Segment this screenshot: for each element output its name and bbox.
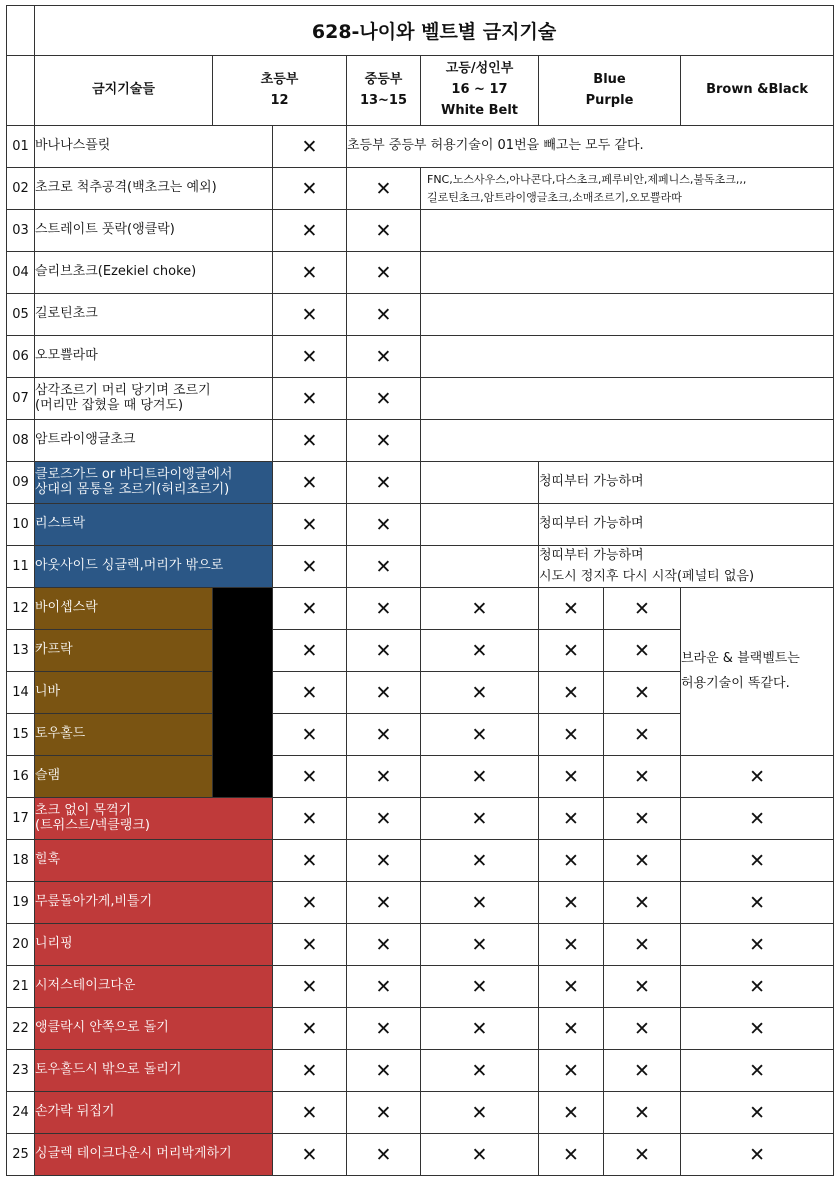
table-row [7,126,834,168]
note-row02 [421,168,834,210]
banned-mark: ✕ [604,1092,681,1134]
banned-mark: ✕ [273,924,347,966]
technique-name [35,378,273,420]
text-line: 리스트락 [35,516,86,532]
table-row [7,1008,834,1050]
banned-mark: ✕ [273,294,347,336]
banned-mark: ✕ [273,588,347,630]
banned-mark: ✕ [347,1008,421,1050]
banned-mark: ✕ [273,756,347,798]
row-number: 13 [7,630,35,672]
banned-mark: ✕ [273,672,347,714]
technique-name [35,1050,273,1092]
table-row [7,966,834,1008]
note-brown-black [681,588,834,756]
table-row [7,1134,834,1176]
banned-mark: ✕ [273,630,347,672]
technique-name [35,756,213,798]
banned-mark: ✕ [421,630,539,672]
row-number: 25 [7,1134,35,1176]
empty-cell [421,546,539,588]
banned-mark: ✕ [347,546,421,588]
technique-name [35,714,213,756]
text-line: 니리핑 [35,936,73,952]
text-line: 브라운 & 블랙벨트는 [681,650,800,666]
text-line: 니바 [35,684,61,700]
banned-mark: ✕ [347,1050,421,1092]
title-corner-cell [7,6,35,56]
table-row [7,504,834,546]
banned-mark: ✕ [273,1134,347,1176]
banned-mark: ✕ [604,1008,681,1050]
banned-mark: ✕ [421,798,539,840]
header-high-age: 16 ~ 17 [451,82,508,98]
table-row [7,882,834,924]
table-row [7,210,834,252]
banned-mark: ✕ [273,462,347,504]
header-high-adult [421,56,539,126]
header-middle [347,56,421,126]
banned-mark: ✕ [273,714,347,756]
header-brown-black: Brown &Black [681,56,834,126]
technique-name [35,1092,273,1134]
text-line: 슬리브초크(Ezekiel choke) [35,264,197,280]
row-number: 01 [7,126,35,168]
header-purple-label: Purple [585,92,634,108]
row-number: 05 [7,294,35,336]
banned-mark: ✕ [421,1050,539,1092]
table-row [7,168,834,210]
row-number: 19 [7,882,35,924]
row-number: 02 [7,168,35,210]
banned-mark: ✕ [421,840,539,882]
banned-mark: ✕ [273,966,347,1008]
banned-mark: ✕ [681,1008,834,1050]
text-line: 무릎돌아가게,비틀기 [35,894,153,910]
banned-mark: ✕ [347,840,421,882]
banned-mark: ✕ [421,1134,539,1176]
banned-mark: ✕ [539,1134,604,1176]
banned-mark: ✕ [421,672,539,714]
table-row [7,798,834,840]
banned-mark: ✕ [421,756,539,798]
banned-mark: ✕ [681,924,834,966]
table-row [7,420,834,462]
banned-mark: ✕ [539,1092,604,1134]
banned-mark: ✕ [539,756,604,798]
banned-mark: ✕ [681,882,834,924]
header-high-belt: White Belt [440,102,518,118]
text-line: 초크 없이 목꺽기 [35,802,132,818]
note-row11 [539,546,834,588]
text-line: 앵클락시 안쪽으로 돌기 [35,1020,169,1036]
text-line: 바나나스플릿 [35,138,111,154]
technique-name [35,546,273,588]
row-number: 16 [7,756,35,798]
technique-name [35,462,273,504]
banned-mark: ✕ [347,756,421,798]
banned-mark: ✕ [604,588,681,630]
banned-mark: ✕ [347,630,421,672]
banned-mark: ✕ [681,1050,834,1092]
text-line: 청띠부터 가능하며 [539,548,644,564]
banned-mark: ✕ [421,882,539,924]
text-line: 싱글렉 테이크다운시 머리박게하기 [35,1146,232,1162]
technique-name [35,252,273,294]
row-number: 08 [7,420,35,462]
banned-mark: ✕ [347,294,421,336]
table-row [7,588,834,630]
row-number: 04 [7,252,35,294]
technique-name [35,168,273,210]
banned-mark: ✕ [421,924,539,966]
text-line: FNC,노스사우스,아나콘다,다스초크,페루비안,제페니스,불독초크,,, [427,172,747,186]
row-number: 03 [7,210,35,252]
technique-name [35,798,273,840]
text-line: 클로즈가드 or 바디트라이앵글에서 [35,466,233,482]
banned-mark: ✕ [273,1092,347,1134]
banned-mark: ✕ [273,1050,347,1092]
banned-mark: ✕ [347,798,421,840]
banned-mark: ✕ [539,798,604,840]
banned-mark: ✕ [681,798,834,840]
text-line: 토우홀드 [35,726,86,742]
banned-mark: ✕ [347,966,421,1008]
technique-name [35,924,273,966]
text-line: 바이셉스락 [35,600,98,616]
banned-mark: ✕ [347,924,421,966]
row-number: 11 [7,546,35,588]
banned-mark: ✕ [273,336,347,378]
row-number: 23 [7,1050,35,1092]
row-number: 06 [7,336,35,378]
technique-name [35,1008,273,1050]
table-row [7,378,834,420]
banned-mark: ✕ [604,840,681,882]
text-line: 길로틴초크 [35,306,98,322]
banned-mark: ✕ [347,588,421,630]
banned-mark: ✕ [273,168,347,210]
row-number: 24 [7,1092,35,1134]
row-number: 21 [7,966,35,1008]
banned-mark: ✕ [604,798,681,840]
banned-mark: ✕ [539,672,604,714]
header-middle-age: 13~15 [359,92,408,108]
row-number: 22 [7,1008,35,1050]
banned-mark: ✕ [347,714,421,756]
banned-mark: ✕ [604,1134,681,1176]
text-line: 시저스테이크다운 [35,978,136,994]
table-row [7,336,834,378]
text-line: 토우홀드시 밖으로 돌리기 [35,1062,182,1078]
banned-mark: ✕ [604,1050,681,1092]
banned-mark: ✕ [421,966,539,1008]
banned-mark: ✕ [539,1050,604,1092]
banned-mark: ✕ [273,252,347,294]
row-number: 14 [7,672,35,714]
banned-mark: ✕ [604,630,681,672]
technique-name [35,630,213,672]
empty-cell [421,210,834,252]
text-line: 아웃사이드 싱글렉,머리가 밖으로 [35,558,224,574]
page-title: 628-나이와 벨트별 금지기술 [35,6,834,56]
banned-mark: ✕ [273,882,347,924]
banned-mark: ✕ [273,378,347,420]
table-row [7,294,834,336]
technique-name [35,504,273,546]
technique-name [35,966,273,1008]
banned-mark: ✕ [539,840,604,882]
banned-mark: ✕ [347,210,421,252]
banned-mark: ✕ [347,882,421,924]
table-row [7,1050,834,1092]
text-line: 시도시 정지후 다시 시작(페널티 없음) [539,568,755,584]
technique-name [35,294,273,336]
banned-mark: ✕ [604,714,681,756]
banned-mark: ✕ [273,210,347,252]
banned-mark: ✕ [273,126,347,168]
table-row [7,546,834,588]
table-row [7,462,834,504]
technique-name [35,840,273,882]
header-elementary [213,56,347,126]
row-number: 18 [7,840,35,882]
row-number: 10 [7,504,35,546]
technique-name [35,420,273,462]
technique-name [35,336,273,378]
text-line: (트위스트/넥클랭크) [35,817,150,833]
banned-mark: ✕ [604,882,681,924]
empty-cell [421,504,539,546]
banned-mark: ✕ [539,1008,604,1050]
technique-name [35,126,273,168]
header-elementary-age: 12 [270,92,289,108]
text-line: 삼각조르기 머리 당기며 조르기 [35,382,211,398]
text-line: (머리만 잡혔을 때 당겨도) [35,397,184,413]
banned-mark: ✕ [347,672,421,714]
banned-mark: ✕ [273,420,347,462]
table-row [7,1092,834,1134]
technique-name [35,1134,273,1176]
banned-mark: ✕ [604,966,681,1008]
banned-mark: ✕ [681,1134,834,1176]
banned-techniques-table [6,5,834,1176]
text-line: 길로틴초크,암트라이앵글초크,소매조르기,오모쁠라따 [427,190,682,204]
note-row01: 초등부 중등부 허용기술이 01번을 빼고는 모두 같다. [347,126,834,168]
banned-mark: ✕ [421,1092,539,1134]
banned-mark: ✕ [347,462,421,504]
banned-mark: ✕ [347,1134,421,1176]
banned-mark: ✕ [421,1008,539,1050]
banned-mark: ✕ [421,588,539,630]
banned-mark: ✕ [539,924,604,966]
banned-mark: ✕ [681,966,834,1008]
banned-mark: ✕ [539,714,604,756]
table-row [7,924,834,966]
table-row [7,840,834,882]
banned-mark: ✕ [347,378,421,420]
row-number: 12 [7,588,35,630]
banned-mark: ✕ [604,672,681,714]
text-line: 힐훅 [35,852,61,868]
empty-cell [421,378,834,420]
text-line: 카프락 [35,642,73,658]
banned-mark: ✕ [347,420,421,462]
row-number: 09 [7,462,35,504]
banned-mark: ✕ [347,252,421,294]
text-line: 허용기술이 똑같다. [681,675,790,691]
empty-cell [421,252,834,294]
table-row [7,756,834,798]
technique-name [35,588,213,630]
row-number: 20 [7,924,35,966]
banned-mark: ✕ [347,336,421,378]
header-blue-purple [539,56,681,126]
text-line: 초크로 척추공격(백초크는 예외) [35,180,217,196]
banned-mark: ✕ [604,756,681,798]
empty-cell [421,420,834,462]
row-number: 07 [7,378,35,420]
banned-mark: ✕ [347,168,421,210]
technique-name [35,210,273,252]
header-technique: 금지기술들 [35,56,213,126]
technique-name [35,882,273,924]
banned-mark: ✕ [539,630,604,672]
header-middle-label: 중등부 [364,71,403,87]
banned-mark: ✕ [421,714,539,756]
header-blue-label: Blue [593,71,626,87]
text-line: 스트레이트 풋락(앵클락) [35,222,175,238]
banned-mark: ✕ [681,756,834,798]
banned-mark: ✕ [273,798,347,840]
banned-mark: ✕ [273,1008,347,1050]
empty-cell [421,294,834,336]
text-line: 암트라이앵글초크 [35,432,136,448]
banned-mark: ✕ [539,588,604,630]
note-row10: 청띠부터 가능하며 [539,504,834,546]
row-number: 17 [7,798,35,840]
text-line: 손가락 뒤집기 [35,1104,115,1120]
text-line: 오모쁠라따 [35,348,98,364]
banned-mark: ✕ [604,924,681,966]
banned-mark: ✕ [539,882,604,924]
banned-mark: ✕ [681,1092,834,1134]
banned-mark: ✕ [273,504,347,546]
row-number: 15 [7,714,35,756]
banned-mark: ✕ [273,546,347,588]
header-elementary-label: 초등부 [260,71,299,87]
table-row [7,252,834,294]
empty-cell [421,336,834,378]
empty-cell [421,462,539,504]
text-line: 슬램 [35,768,61,784]
header-corner-cell [7,56,35,126]
banned-mark: ✕ [273,840,347,882]
banned-mark: ✕ [681,840,834,882]
technique-name [35,672,213,714]
header-high-label: 고등/성인부 [445,61,514,77]
banned-mark: ✕ [347,504,421,546]
text-line: 상대의 몸통을 조르기(허리조르기) [35,481,230,497]
banned-mark: ✕ [539,966,604,1008]
banned-mark: ✕ [347,1092,421,1134]
black-marker-block [213,588,273,798]
note-row09: 청띠부터 가능하며 [539,462,834,504]
